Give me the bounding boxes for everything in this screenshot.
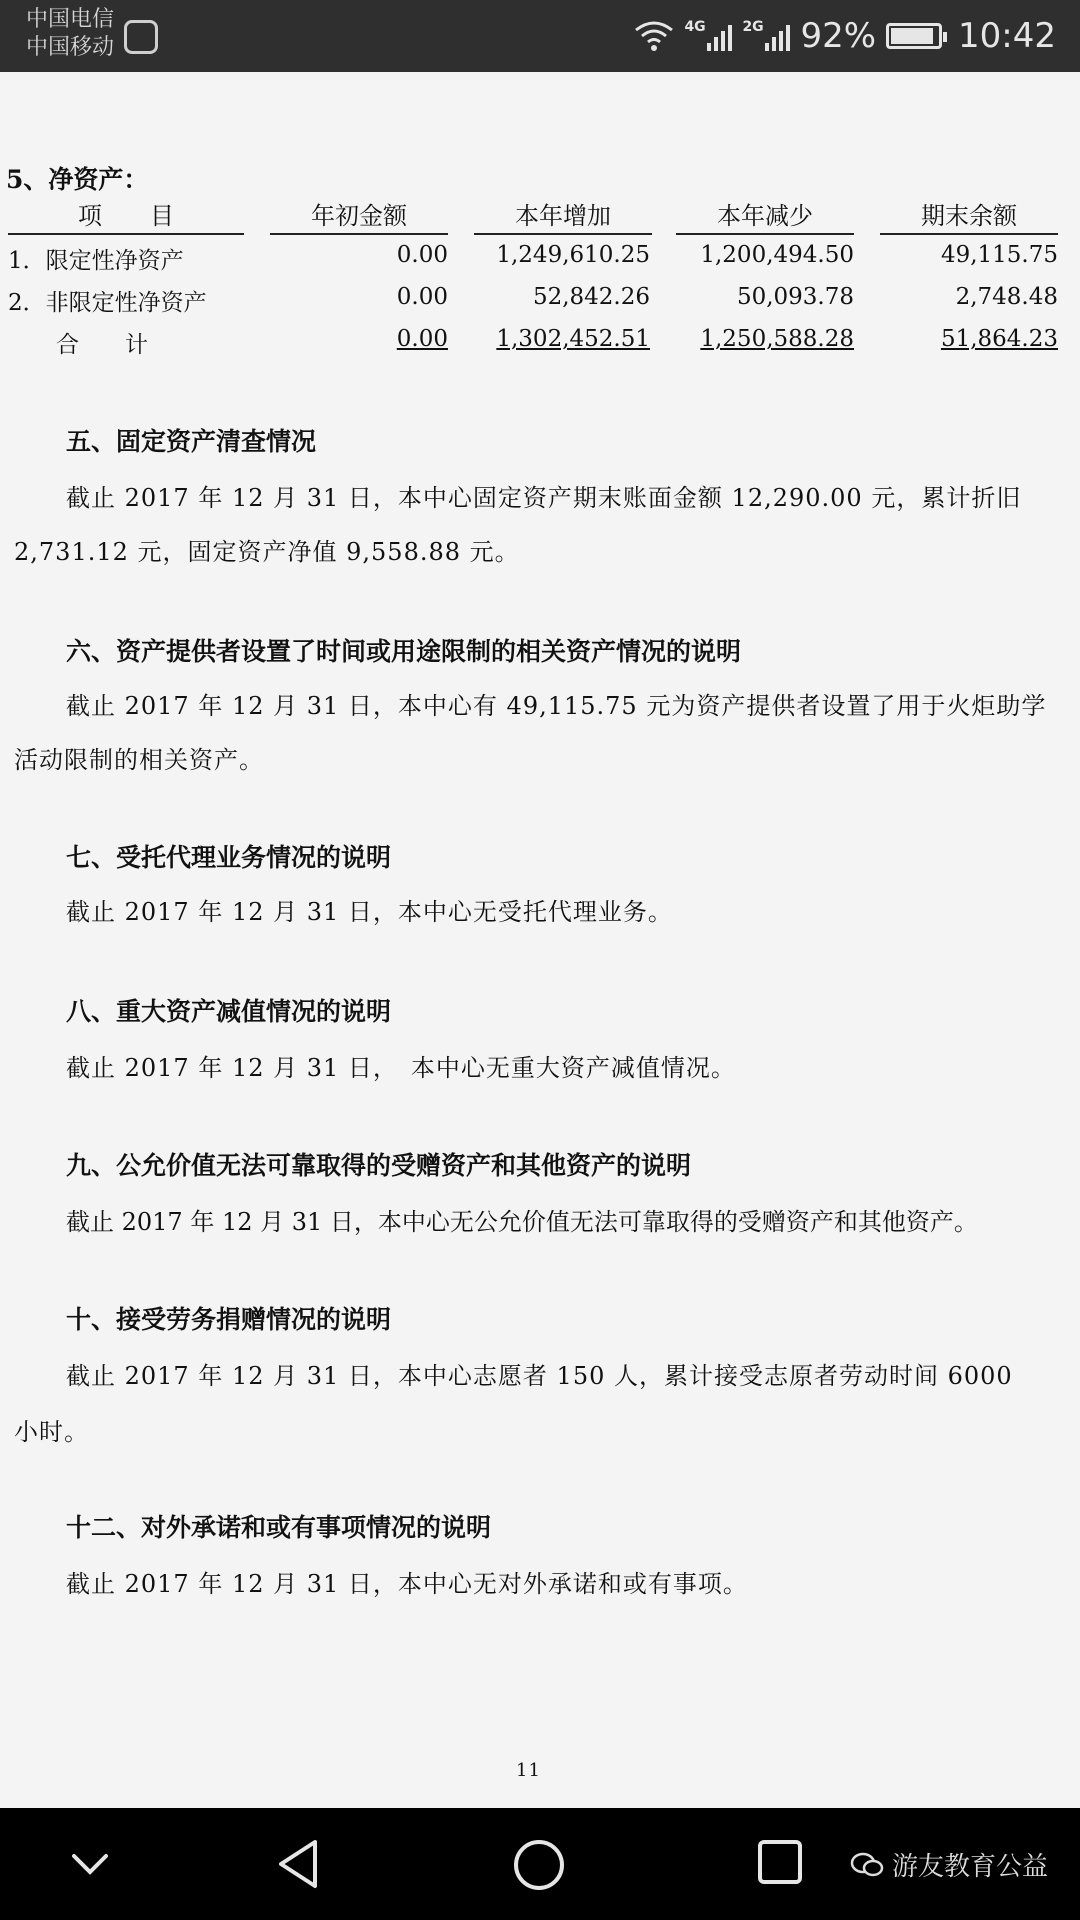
- home-button[interactable]: [512, 1838, 566, 1892]
- section-12-title: 十二、对外承诺和或有事项情况的说明: [66, 1513, 492, 1542]
- battery-percent: 92%: [800, 16, 877, 56]
- hand-icon: [124, 20, 158, 54]
- section-6-line-1: 截止 2017 年 12 月 31 日，本中心有 49,115.75 元为资产提供者设置了用于火炬助学: [66, 692, 1047, 720]
- battery-icon: [886, 23, 942, 49]
- section-8-line-1: 截止 2017 年 12 月 31 日， 本中心无重大资产减值情况。: [66, 1054, 736, 1082]
- status-bar: [0, 0, 1080, 72]
- section-7-line-1: 截止 2017 年 12 月 31 日，本中心无受托代理业务。: [66, 898, 673, 926]
- row-end: 49,115.75: [940, 242, 1058, 268]
- status-indicators: [634, 12, 1056, 60]
- section-7-title: 七、受托代理业务情况的说明: [66, 843, 392, 872]
- header-decrease: 本年减少: [676, 196, 854, 235]
- row-increase: 1,249,610.25: [496, 242, 650, 268]
- section-net-assets-title: 5、净资产：: [6, 165, 149, 194]
- header-begin: 年初金额: [270, 196, 448, 235]
- section-10-line-1: 截止 2017 年 12 月 31 日，本中心志愿者 150 人，累计接受志原者劳动时间 6000: [66, 1362, 1013, 1390]
- section-6-line-2: 活动限制的相关资产。: [14, 746, 264, 774]
- row-decrease: 50,093.78: [736, 284, 854, 310]
- row-increase: 52,842.26: [532, 284, 650, 310]
- row-decrease: 1,200,494.50: [700, 242, 854, 268]
- chevron-down-icon[interactable]: [70, 1852, 110, 1876]
- clock: 10:42: [958, 16, 1056, 56]
- row-item: 1．限定性净资产: [8, 248, 184, 274]
- row-begin: 0.00: [396, 242, 448, 268]
- section-5-line-2: 2,731.12 元，固定资产净值 9,558.88 元。: [14, 538, 520, 566]
- net-type-2: 2G: [742, 19, 764, 35]
- total-increase: 1,302,452.51: [496, 326, 650, 352]
- total-begin: 0.00: [396, 326, 448, 352]
- total-end: 51,864.23: [940, 326, 1058, 352]
- document-page: [0, 72, 1080, 1808]
- recents-button[interactable]: [756, 1838, 804, 1886]
- page-number: 11: [516, 1760, 541, 1781]
- header-increase: 本年增加: [474, 196, 652, 235]
- total-item: 合 计: [56, 332, 148, 358]
- navigation-bar: [0, 1808, 1080, 1920]
- section-12-line-1: 截止 2017 年 12 月 31 日，本中心无对外承诺和或有事项。: [66, 1570, 748, 1598]
- wechat-icon: [850, 1851, 884, 1879]
- signal-2g-icon: [742, 19, 790, 53]
- table-row: [0, 242, 1080, 282]
- row-begin: 0.00: [396, 284, 448, 310]
- section-10-line-2: 小时。: [14, 1418, 89, 1446]
- section-8-title: 八、重大资产减值情况的说明: [66, 997, 392, 1026]
- section-10-title: 十、接受劳务捐赠情况的说明: [66, 1305, 392, 1334]
- table-row: [0, 284, 1080, 324]
- section-9-line-1: 截止 2017 年 12 月 31 日，本中心无公允价值无法可靠取得的受赠资产和其他资产。: [66, 1208, 978, 1236]
- total-decrease: 1,250,588.28: [700, 326, 854, 352]
- back-button[interactable]: [275, 1838, 323, 1890]
- header-item: 项 目: [8, 196, 244, 235]
- carrier-2: 中国移动: [26, 35, 115, 60]
- row-item: 2．非限定性净资产: [8, 290, 207, 316]
- table-header: [0, 196, 1080, 236]
- section-5-line-1: 截止 2017 年 12 月 31 日，本中心固定资产期末账面金额 12,290.00 元，累计折旧: [66, 484, 1022, 512]
- row-end: 2,748.48: [955, 284, 1058, 310]
- signal-4g-icon: [684, 19, 732, 53]
- net-type-1: 4G: [684, 19, 706, 35]
- section-5-title: 五、固定资产清查情况: [66, 427, 317, 456]
- section-6-title: 六、资产提供者设置了时间或用途限制的相关资产情况的说明: [66, 637, 742, 666]
- carrier-labels: [26, 6, 114, 62]
- wifi-icon: [634, 20, 674, 52]
- watermark-text: 游友教育公益: [891, 1852, 1048, 1882]
- header-end: 期末余额: [880, 196, 1058, 235]
- watermark: [850, 1846, 1048, 1883]
- carrier-1: 中国电信: [26, 7, 115, 32]
- section-9-title: 九、公允价值无法可靠取得的受赠资产和其他资产的说明: [66, 1151, 692, 1180]
- table-total-row: [0, 326, 1080, 366]
